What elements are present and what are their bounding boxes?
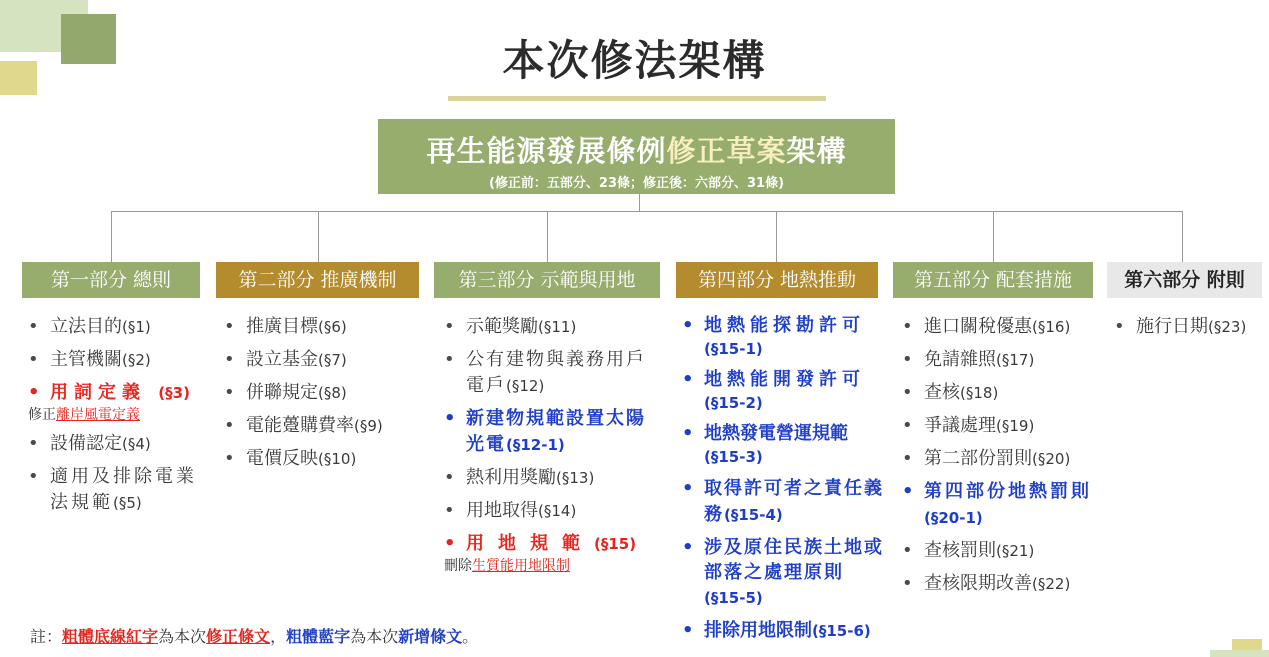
connector-root-stem bbox=[639, 194, 640, 212]
title-underline bbox=[448, 96, 826, 101]
part6-heading: 第六部分 附則 bbox=[1107, 262, 1262, 298]
connector-part6 bbox=[1182, 211, 1183, 262]
part5-list bbox=[902, 314, 1102, 604]
connector-part4 bbox=[776, 211, 777, 262]
list-item: • 施行日期(§23) bbox=[1114, 314, 1264, 340]
list-item: • 設立基金(§7) bbox=[224, 347, 424, 373]
part1-heading: 第一部分 總則 bbox=[22, 262, 200, 298]
root-title: 再生能源發展條例修正草案架構 bbox=[426, 134, 847, 168]
root-node bbox=[378, 119, 895, 194]
part2-heading: 第二部分 推廣機制 bbox=[216, 262, 419, 298]
list-item-modified: • 用地規範(§15) 刪除生質能用地限制 bbox=[444, 531, 656, 575]
list-item: • 爭議處理(§19) bbox=[902, 413, 1102, 439]
list-item: • 適用及排除電業法規範(§5) bbox=[28, 464, 208, 516]
connector-part1 bbox=[111, 211, 112, 262]
list-item: • 查核限期改善(§22) bbox=[902, 571, 1102, 597]
list-item: • 用地取得(§14) bbox=[444, 498, 656, 524]
list-item-new: • 地熱能探勘許可 (§15-1) bbox=[682, 314, 892, 361]
list-item: • 電能躉購費率(§9) bbox=[224, 413, 424, 439]
list-item: • 查核(§18) bbox=[902, 380, 1102, 406]
list-item: • 立法目的(§1) bbox=[28, 314, 208, 340]
connector-horizontal bbox=[111, 211, 1183, 212]
connector-part5 bbox=[993, 211, 994, 262]
list-item-new: • 排除用地限制(§15-6) bbox=[682, 618, 892, 644]
list-item-new: • 新建物規範設置太陽光電(§12-1) bbox=[444, 406, 656, 458]
list-item: • 第二部份罰則(§20) bbox=[902, 446, 1102, 472]
list-item-new: • 取得許可者之責任義務(§15-4) bbox=[682, 476, 892, 528]
list-item: • 查核罰則(§21) bbox=[902, 538, 1102, 564]
list-item: • 進口關稅優惠(§16) bbox=[902, 314, 1102, 340]
part2-list bbox=[224, 314, 424, 479]
page-title: 本次修法架構 bbox=[502, 36, 767, 85]
list-item: • 熱利用獎勵(§13) bbox=[444, 465, 656, 491]
part5-heading: 第五部分 配套措施 bbox=[893, 262, 1093, 298]
root-subtitle: (修正前：五部分、23條；修正後：六部分、31條) bbox=[488, 176, 785, 191]
item-note: 修正離岸風電定義 bbox=[28, 407, 140, 423]
legend-note: 註：粗體底線紅字為本次修正條文，粗體藍字為本次新增條文。 bbox=[30, 627, 479, 646]
list-item: • 免請雜照(§17) bbox=[902, 347, 1102, 373]
list-item: • 設備認定(§4) bbox=[28, 431, 208, 457]
list-item-new: • 地熱能開發許可 (§15-2) bbox=[682, 368, 892, 415]
part3-list bbox=[444, 314, 656, 582]
list-item: • 推廣目標(§6) bbox=[224, 314, 424, 340]
part1-list bbox=[28, 314, 208, 523]
list-item-modified: • 用詞定義 (§3) 修正離岸風電定義 bbox=[28, 380, 208, 424]
connector-part3 bbox=[547, 211, 548, 262]
part3-heading: 第三部分 示範與用地 bbox=[434, 262, 660, 298]
list-item: • 併聯規定(§8) bbox=[224, 380, 424, 406]
connector-part2 bbox=[318, 211, 319, 262]
list-item-new: • 地熱發電營運規範 (§15-3) bbox=[682, 422, 892, 469]
list-item-new: • 第四部份地熱罰則(§20-1) bbox=[902, 479, 1102, 531]
list-item: • 公有建物與義務用戶電戶(§12) bbox=[444, 347, 656, 399]
part4-list bbox=[682, 314, 892, 651]
deco-corner-green bbox=[1210, 650, 1269, 657]
list-item: • 電價反映(§10) bbox=[224, 446, 424, 472]
part4-heading: 第四部分 地熱推動 bbox=[676, 262, 878, 298]
part6-list bbox=[1114, 314, 1264, 347]
item-note: 刪除生質能用地限制 bbox=[444, 558, 570, 574]
list-item-new: • 涉及原住民族土地或部落之處理原則 (§15-5) bbox=[682, 535, 892, 611]
list-item: • 主管機關(§2) bbox=[28, 347, 208, 373]
list-item: • 示範獎勵(§11) bbox=[444, 314, 656, 340]
